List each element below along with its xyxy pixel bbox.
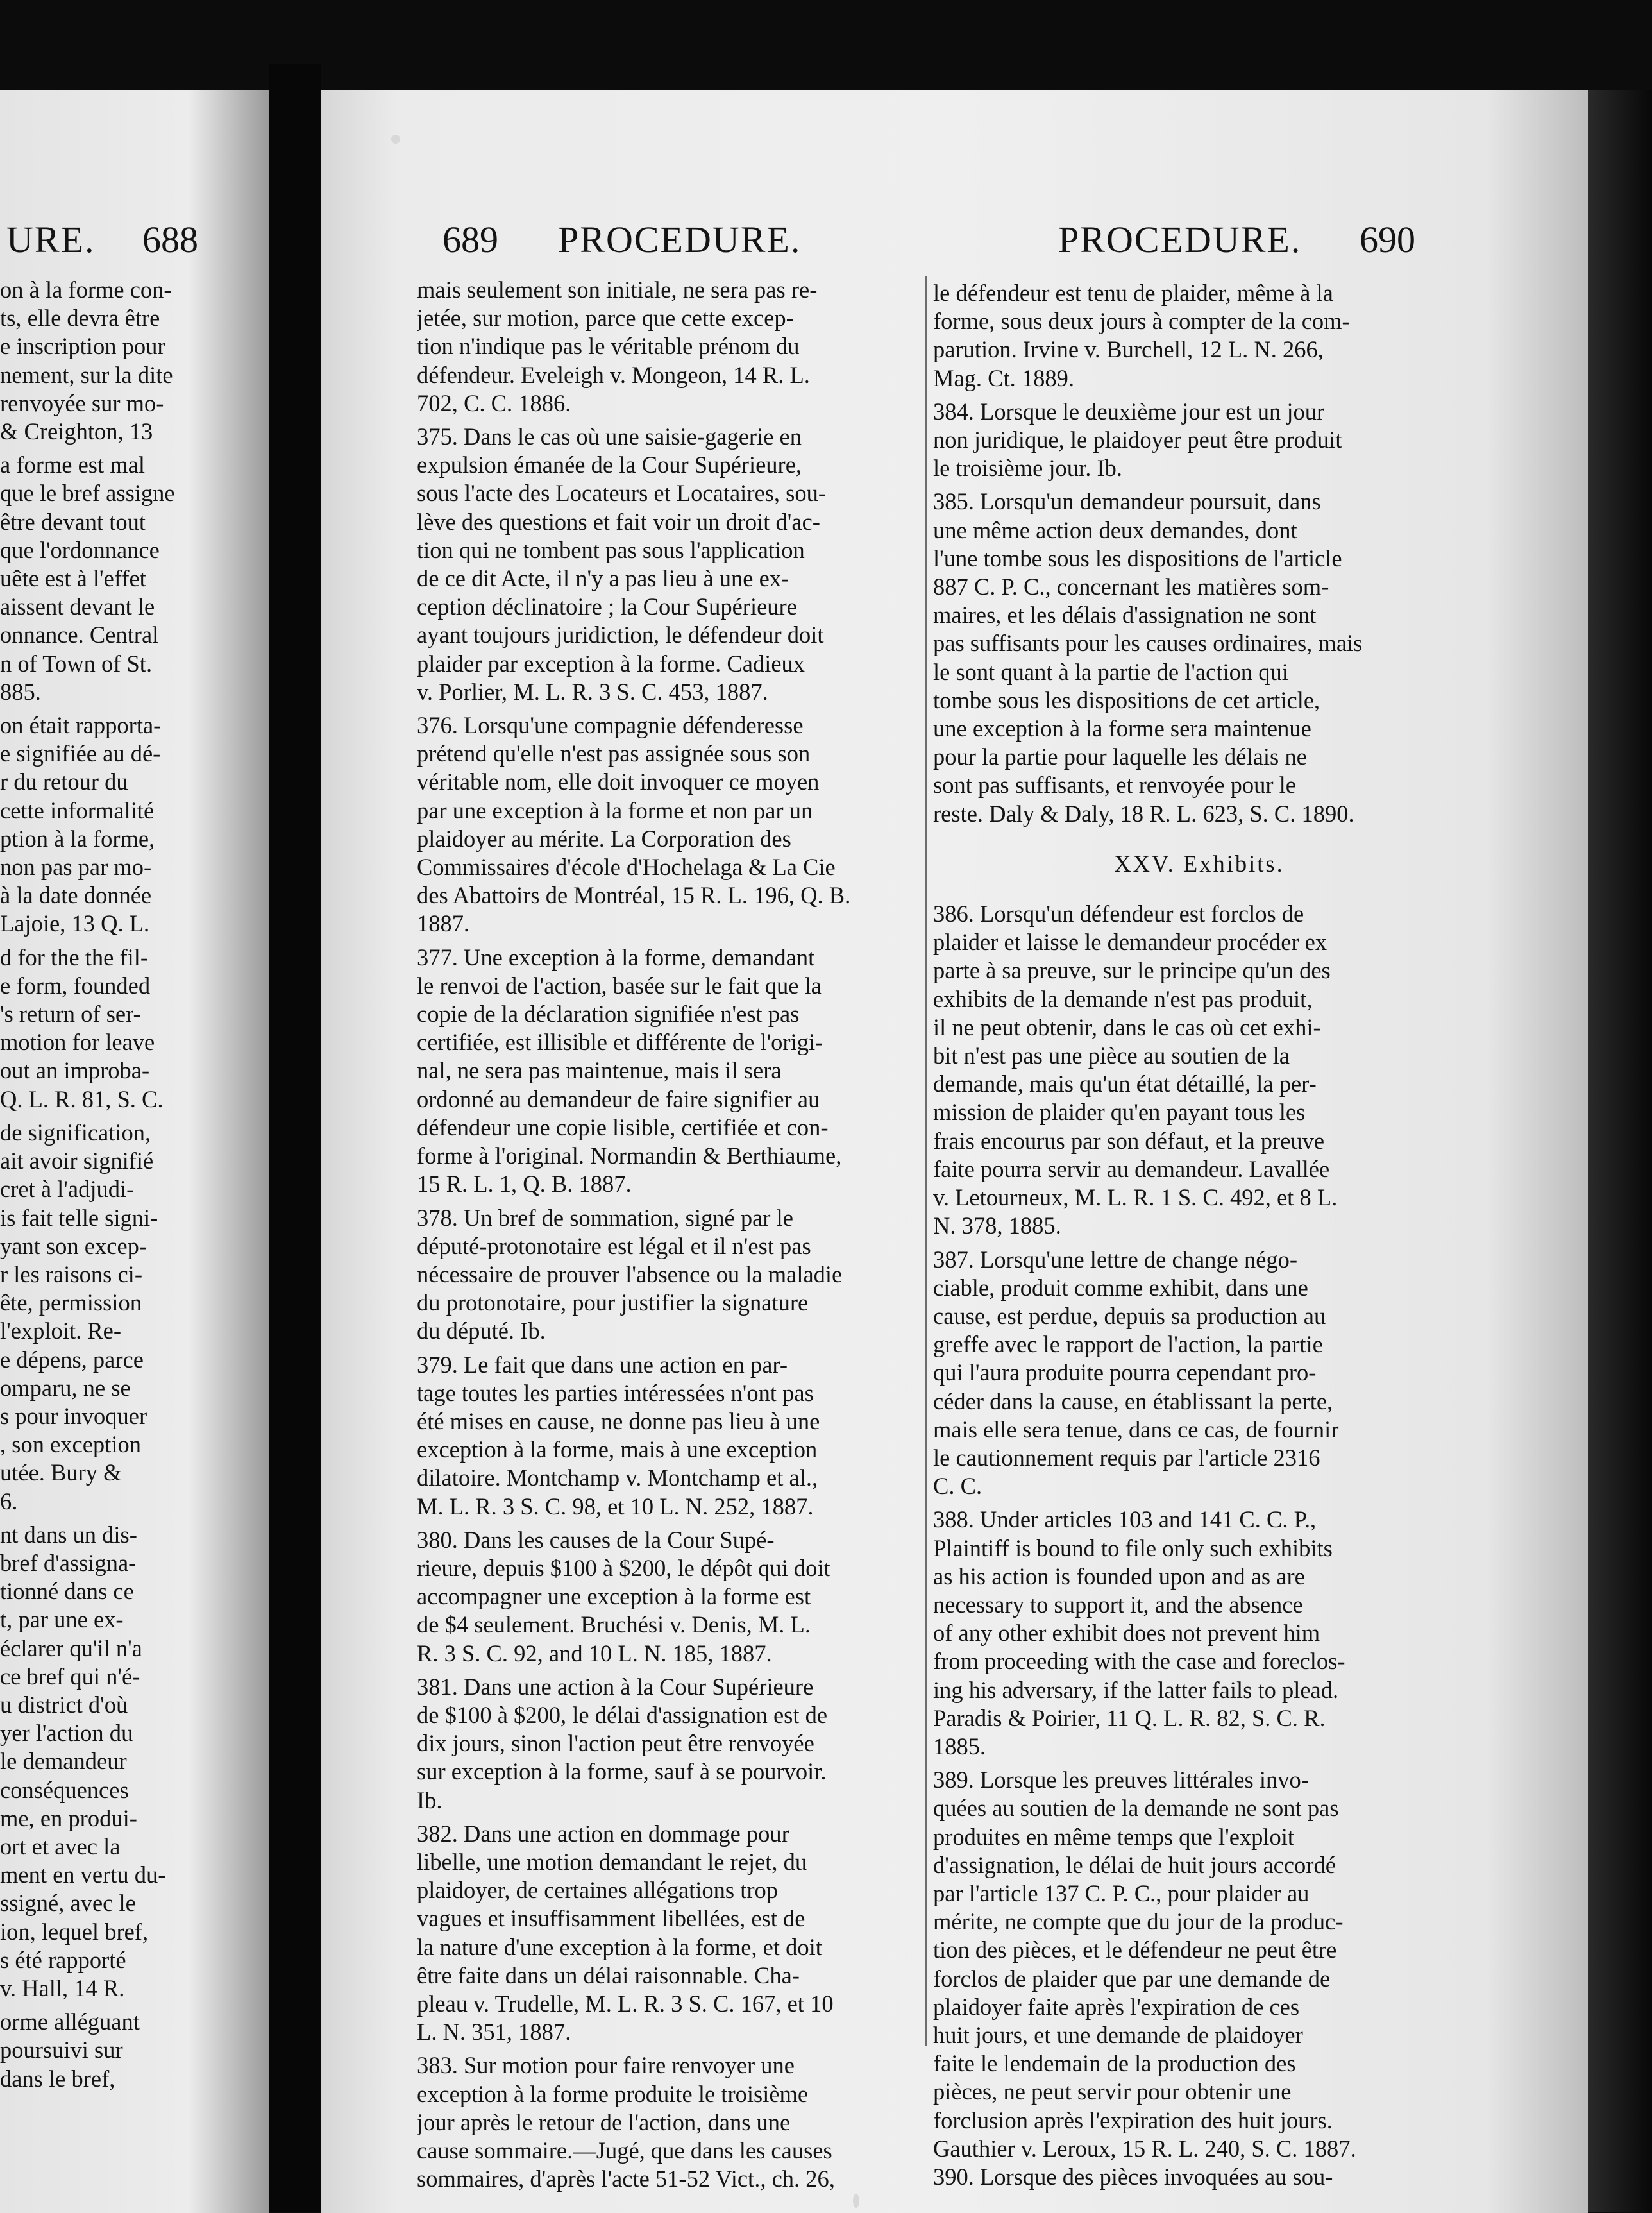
text-line: de ce dit Acte, il n'y a pas lieu à une ex-: [417, 565, 789, 592]
text-line: ion, lequel bref,: [0, 1918, 149, 1945]
text-line: s pour invoquer: [0, 1402, 148, 1429]
text-line: forclusion après l'expiration des huit jours.: [933, 2107, 1333, 2133]
text-line: sommaires, d'après l'acte 51-52 Vict., ch. 26,: [417, 2166, 835, 2192]
left-page: [0, 90, 269, 2213]
paragraph-gap: [0, 938, 247, 944]
text-line: 375. Dans le cas où une saisie-gagerie en: [417, 423, 802, 450]
text-line: cret à l'adjudi-: [0, 1176, 135, 1203]
text-line: nement, sur la dite: [0, 361, 173, 388]
text-line: t, par une ex-: [0, 1606, 124, 1633]
text-line: 385. Lorsqu'un demandeur poursuit, dans: [933, 488, 1321, 515]
text-line: 15 R. L. 1, Q. B. 1887.: [417, 1171, 632, 1198]
text-line: lève des questions et fait voir un droit d'ac-: [417, 508, 820, 535]
text-line: ce bref qui n'é-: [0, 1663, 140, 1690]
text-line: dilatoire. Montchamp v. Montchamp et al.,: [417, 1464, 818, 1491]
text-line: e signifiée au dé-: [0, 740, 161, 767]
text-line: aissent devant le: [0, 593, 155, 620]
text-line: mérite, ne compte que du jour de la produc-: [933, 1908, 1344, 1935]
text-line: être faite dans un délai raisonnable. Cha-: [417, 1962, 800, 1988]
text-line: défendeur. Eveleigh v. Mongeon, 14 R. L.: [417, 361, 810, 388]
text-line: bref d'assigna-: [0, 1549, 137, 1576]
text-line: 885.: [0, 678, 41, 705]
text-line: ment en vertu du-: [0, 1861, 166, 1888]
text-line: ort et avec la: [0, 1833, 121, 1860]
text-line: exception à la forme, mais à une exception: [417, 1436, 818, 1463]
text-line: député-protonotaire est légal et il n'est pas: [417, 1232, 811, 1259]
text-line: à la date donnée: [0, 882, 152, 909]
text-line: from proceeding with the case and foreclos-: [933, 1648, 1345, 1675]
text-line: ts, elle devra être: [0, 305, 160, 332]
text-line: poursuivi sur: [0, 2037, 123, 2064]
text-line: expulsion émanée de la Cour Supérieure,: [417, 452, 802, 479]
text-line: Lajoie, 13 Q. L.: [0, 910, 150, 937]
text-line: de signification,: [0, 1119, 151, 1146]
text-line: frais encourus par son défaut, et la preuve: [933, 1127, 1325, 1154]
text-line: 378. Un bref de sommation, signé par le: [417, 1204, 793, 1231]
text-line: certifiée, est illisible et différente de l'origi-: [417, 1029, 823, 1056]
text-line: des Abattoirs de Montréal, 15 R. L. 196, Q. B.: [417, 882, 851, 909]
running-header-left: PROCEDURE.: [558, 219, 802, 260]
text-line: pour la partie pour laquelle les délais ne: [933, 743, 1307, 770]
text-line: 386. Lorsqu'un défendeur est forclos de: [933, 901, 1304, 928]
text-line: r les raisons ci-: [0, 1260, 142, 1287]
text-line: Gauthier v. Leroux, 15 R. L. 240, S. C. 1887.: [933, 2135, 1356, 2162]
text-line: on à la forme con-: [0, 276, 172, 303]
paragraph-gap: [0, 446, 247, 451]
paragraph-gap: [417, 1668, 923, 1673]
text-line: n of Town of St.: [0, 650, 153, 677]
scan-speck: [391, 135, 400, 144]
text-line: vagues et insuffisamment libellées, est de: [417, 1905, 805, 1932]
text-line: cette informalité: [0, 797, 155, 824]
text-line: faite le lendemain de la production des: [933, 2050, 1296, 2077]
text-line: ête, permission: [0, 1289, 142, 1316]
text-line: jetée, sur motion, parce que cette excep-: [417, 305, 794, 332]
paragraph-gap: [417, 1521, 923, 1526]
text-line: exhibits de la demande n'est pas produit,: [933, 985, 1313, 1012]
text-line: que le bref assigne: [0, 480, 175, 507]
text-line: par l'article 137 C. P. C., pour plaider au: [933, 1879, 1310, 1906]
text-line: non pas par mo-: [0, 854, 152, 881]
text-line: 1885.: [933, 1733, 986, 1759]
text-line: le renvoi de l'action, basée sur le fait que la: [417, 972, 822, 999]
text-line: ciable, produit comme exhibit, dans une: [933, 1274, 1308, 1301]
text-line: pas suffisants pour les causes ordinaires, mais: [933, 630, 1363, 657]
text-line: R. 3 S. C. 92, and 10 L. N. 185, 1887.: [417, 1640, 772, 1666]
text-line: 390. Lorsque des pièces invoquées au sou-: [933, 2164, 1333, 2190]
text-line: forme à l'original. Normandin & Berthiaume,: [417, 1142, 842, 1169]
paragraph-gap: [933, 482, 1465, 488]
text-line: l'une tombe sous les dispositions de l'article: [933, 545, 1342, 572]
text-line: e dépens, parce: [0, 1346, 144, 1373]
text-line: & Creighton, 13: [0, 418, 153, 445]
text-line: du protonotaire, pour justifier la signature: [417, 1289, 809, 1316]
text-line: 377. Une exception à la forme, demandant: [417, 944, 815, 971]
text-line: de $100 à $200, le délai d'assignation est de: [417, 1701, 828, 1728]
text-line: orme alléguant: [0, 2008, 140, 2035]
left-page-text-column: [0, 276, 247, 2093]
text-line: mais seulement son initiale, ne sera pas re-: [417, 276, 818, 303]
text-line: rieure, depuis $100 à $200, le dépôt qui doit: [417, 1554, 830, 1581]
text-line: Plaintiff is bound to file only such exhibits: [933, 1534, 1333, 1561]
text-line: exception à la forme produite le troisième: [417, 2080, 809, 2107]
text-line: omparu, ne se: [0, 1374, 131, 1401]
text-line: ordonné au demandeur de faire signifier au: [417, 1085, 820, 1112]
text-line: que l'ordonnance: [0, 536, 160, 563]
text-line: forclos de plaider que par une demande de: [933, 1965, 1331, 1992]
text-line: v. Letourneux, M. L. R. 1 S. C. 492, et 8 L.: [933, 1184, 1338, 1211]
text-line: demande, mais qu'un état détaillé, la per-: [933, 1071, 1317, 1098]
text-line: une exception à la forme sera maintenue: [933, 715, 1311, 742]
text-line: le défendeur est tenu de plaider, même à la: [933, 280, 1333, 306]
text-line: prétend qu'elle n'est pas assignée sous son: [417, 740, 811, 767]
text-line: plaidoyer faite après l'expiration de ces: [933, 1993, 1300, 2020]
text-line: N. 378, 1885.: [933, 1212, 1061, 1239]
text-line: 381. Dans une action à la Cour Supérieure: [417, 1673, 814, 1700]
text-line: tion n'indique pas le véritable prénom du: [417, 333, 800, 360]
text-line: M. L. R. 3 S. C. 98, et 10 L. N. 252, 1887.: [417, 1493, 814, 1520]
text-line: 389. Lorsque les preuves littérales invo-: [933, 1767, 1309, 1793]
text-line: tion des pièces, et le défendeur ne peut être: [933, 1937, 1337, 1963]
text-line: éclarer qu'il n'a: [0, 1634, 142, 1661]
left-page-number: 688: [142, 219, 198, 260]
text-line: motion for leave: [0, 1029, 155, 1056]
paragraph-gap: [933, 1241, 1465, 1246]
text-line: dix jours, sinon l'action peut être renvoyée: [417, 1730, 814, 1757]
text-line: véritable nom, elle doit invoquer ce moyen: [417, 768, 820, 795]
text-line: Commissaires d'école d'Hochelaga & La Cie: [417, 854, 836, 881]
text-line: tage toutes les parties intéressées n'ont pas: [417, 1379, 814, 1406]
text-line: Ib.: [417, 1786, 442, 1813]
text-line: 384. Lorsque le deuxième jour est un jour: [933, 398, 1325, 425]
text-line: produites en même temps que l'exploit: [933, 1823, 1295, 1850]
paragraph-gap: [933, 895, 1465, 900]
text-line: forme, sous deux jours à compter de la com-: [933, 308, 1350, 335]
text-line: onnance. Central: [0, 622, 159, 649]
text-line: mais elle sera tenue, dans ce cas, de fournir: [933, 1416, 1339, 1443]
text-line: le demandeur: [0, 1748, 127, 1775]
text-line: 376. Lorsqu'une compagnie défenderesse: [417, 712, 804, 739]
text-line: renvoyée sur mo-: [0, 389, 164, 416]
text-line: of any other exhibit does not prevent him: [933, 1620, 1320, 1647]
text-line: bit n'est pas une pièce au soutien de la: [933, 1042, 1290, 1069]
text-line: 's return of ser-: [0, 1001, 141, 1028]
text-line: faite pourra servir au demandeur. Lavallée: [933, 1155, 1330, 1182]
text-line: utée. Bury &: [0, 1459, 122, 1486]
text-line: le cautionnement requis par l'article 2316: [933, 1444, 1320, 1471]
text-line: v. Porlier, M. L. R. 3 S. C. 453, 1887.: [417, 678, 768, 705]
paragraph-gap: [0, 1516, 247, 1521]
text-line: jour après le retour de l'action, dans une: [417, 2108, 791, 2135]
text-line: r du retour du: [0, 768, 128, 795]
text-line: 702, C. C. 1886.: [417, 389, 571, 416]
paragraph-gap: [933, 828, 1465, 833]
text-line: d for the the fil-: [0, 944, 149, 971]
text-line: parte à sa preuve, sur le principe qu'un des: [933, 957, 1331, 984]
book-edge-shadow: [1588, 90, 1652, 2212]
text-line: nt dans un dis-: [0, 1521, 137, 1548]
text-line: a forme est mal: [0, 452, 146, 479]
text-line: on était rapporta-: [0, 712, 162, 739]
text-line: tionné dans ce: [0, 1578, 134, 1605]
text-line: céder dans la cause, en établissant la perte,: [933, 1387, 1333, 1414]
text-line: été mises en cause, ne donne pas lieu à une: [417, 1407, 820, 1434]
text-line: ayant toujours juridiction, le défendeur doit: [417, 622, 824, 649]
left-page-header: URE.: [6, 219, 96, 260]
text-line: Paradis & Poirier, 11 Q. L. R. 82, S. C. R.: [933, 1704, 1326, 1731]
text-line: libelle, une motion demandant le rejet, du: [417, 1848, 807, 1875]
text-line: me, en produi-: [0, 1804, 137, 1831]
page-number-left: 689: [442, 219, 498, 260]
text-line: 387. Lorsqu'une lettre de change négo-: [933, 1246, 1298, 1273]
text-line: huit jours, et une demande de plaidoyer: [933, 2021, 1303, 2048]
text-line: 382. Dans une action en dommage pour: [417, 1820, 789, 1847]
section-heading: XXV. Exhibits.: [1114, 850, 1285, 877]
book-gutter: [269, 64, 321, 2212]
text-line: de $4 seulement. Bruchési v. Denis, M. L.: [417, 1611, 811, 1638]
text-line: accompagner une exception à la forme est: [417, 1583, 811, 1610]
paragraph-gap: [0, 2003, 247, 2008]
text-line: une même action deux demandes, dont: [933, 516, 1297, 543]
paragraph-gap: [417, 1346, 923, 1351]
text-line: plaider et laisse le demandeur procéder ex: [933, 929, 1328, 956]
scan-speck: [853, 2194, 859, 2208]
paragraph-gap: [417, 418, 923, 423]
text-line: 887 C. P. C., concernant les matières som-: [933, 573, 1329, 600]
text-line: e inscription pour: [0, 333, 165, 360]
paragraph-gap: [417, 2046, 923, 2051]
text-line: L. N. 351, 1887.: [417, 2019, 571, 2046]
text-line: d'assignation, le délai de huit jours accordé: [933, 1851, 1336, 1878]
text-line: 1887.: [417, 910, 470, 937]
text-line: 6.: [0, 1488, 18, 1514]
text-line: conséquences: [0, 1776, 129, 1803]
text-line: Q. L. R. 81, S. C.: [0, 1085, 164, 1112]
text-line: ception déclinatoire ; la Cour Supérieure: [417, 593, 797, 620]
text-line: cause, est perdue, depuis sa production au: [933, 1302, 1326, 1329]
text-line: reste. Daly & Daly, 18 R. L. 623, S. C. 1890.: [933, 800, 1354, 827]
text-line: 383. Sur motion pour faire renvoyer une: [417, 2052, 795, 2079]
column-divider: [925, 276, 927, 2046]
text-line: par une exception à la forme et non par un: [417, 797, 813, 824]
text-line: yer l'action du: [0, 1720, 133, 1747]
text-line: du député. Ib.: [417, 1318, 546, 1344]
paragraph-gap: [0, 706, 247, 711]
text-line: défendeur une copie lisible, certifiée et con-: [417, 1114, 829, 1140]
paragraph-gap: [933, 1500, 1465, 1505]
text-line: dans le bref,: [0, 2065, 115, 2092]
text-line: v. Hall, 14 R.: [0, 1974, 125, 2001]
text-line: C. C.: [933, 1473, 982, 1500]
paragraph-gap: [0, 1114, 247, 1119]
text-line: e form, founded: [0, 972, 151, 999]
text-line: nal, ne sera pas maintenue, mais il sera: [417, 1057, 782, 1084]
paragraph-gap: [417, 706, 923, 711]
running-header-right: PROCEDURE.: [1058, 219, 1302, 260]
text-line: qui l'aura produite pourra cependant pro-: [933, 1359, 1317, 1386]
text-line: ption à la forme,: [0, 825, 155, 852]
page-number-right: 690: [1360, 219, 1415, 260]
paragraph-gap: [417, 938, 923, 944]
text-line: l'exploit. Re-: [0, 1318, 122, 1344]
text-line: pleau v. Trudelle, M. L. R. 3 S. C. 167, et 10: [417, 1990, 834, 2017]
text-line: quées au soutien de la demande ne sont pas: [933, 1795, 1339, 1822]
text-line: nécessaire de prouver l'absence ou la maladie: [417, 1260, 843, 1287]
paragraph-gap: [417, 1199, 923, 1204]
text-line: être devant tout: [0, 508, 146, 535]
text-line: greffe avec le rapport de l'action, la partie: [933, 1331, 1323, 1358]
paragraph-gap: [933, 1761, 1465, 1766]
text-line: 388. Under articles 103 and 141 C. C. P.,: [933, 1506, 1317, 1533]
text-line: ssigné, avec le: [0, 1890, 136, 1917]
text-line: tion qui ne tombent pas sous l'application: [417, 536, 805, 563]
text-line: il ne peut obtenir, dans le cas où cet exhi-: [933, 1013, 1321, 1040]
text-line: sous l'acte des Locateurs et Locataires, sou-: [417, 480, 826, 507]
text-line: sont pas suffisants, et renvoyée pour le: [933, 772, 1296, 799]
text-line: copie de la déclaration signifiée n'est pas: [417, 1001, 800, 1028]
text-line: pièces, ne peut servir pour obtenir une: [933, 2078, 1292, 2105]
text-line: tombe sous les dispositions de cet article,: [933, 686, 1320, 713]
text-line: is fait telle signi-: [0, 1204, 158, 1231]
text-line: la nature d'une exception à la forme, et doit: [417, 1933, 822, 1960]
paragraph-gap: [417, 1815, 923, 1820]
text-line: ait avoir signifié: [0, 1148, 154, 1174]
right-page: [321, 90, 1588, 2213]
text-line: 379. Le fait que dans une action en par-: [417, 1351, 788, 1378]
text-line: sur exception à la forme, sauf à se pourvoir.: [417, 1758, 827, 1785]
text-line: out an improba-: [0, 1057, 150, 1084]
text-line: uête est à l'effet: [0, 565, 146, 592]
text-line: parution. Irvine v. Burchell, 12 L. N. 266,: [933, 336, 1324, 363]
text-line: ing his adversary, if the latter fails to plead.: [933, 1676, 1339, 1703]
text-line: Mag. Ct. 1889.: [933, 364, 1075, 391]
text-line: le troisième jour. Ib.: [933, 455, 1122, 482]
text-column-left: [417, 276, 923, 2193]
text-line: mission de plaider qu'en payant tous les: [933, 1099, 1306, 1126]
text-line: non juridique, le plaidoyer peut être produit: [933, 427, 1342, 454]
text-column-right: [933, 279, 1465, 2191]
text-line: plaidoyer, de certaines allégations trop: [417, 1877, 779, 1904]
text-line: le sont quant à la partie de l'action qui: [933, 658, 1288, 685]
paragraph-gap: [933, 393, 1465, 398]
text-line: plaidoyer au mérite. La Corporation des: [417, 825, 791, 852]
text-line: as his action is founded upon and as are: [933, 1563, 1305, 1590]
text-line: u district d'où: [0, 1691, 128, 1718]
text-line: , son exception: [0, 1431, 141, 1458]
text-line: s été rapporté: [0, 1946, 126, 1973]
text-line: 380. Dans les causes de la Cour Supé-: [417, 1526, 775, 1553]
text-line: cause sommaire.—Jugé, que dans les causes: [417, 2137, 832, 2164]
text-line: necessary to support it, and the absence: [933, 1591, 1303, 1618]
text-line: plaider par exception à la forme. Cadieux: [417, 650, 805, 677]
text-line: maires, et les délais d'assignation ne sont: [933, 602, 1317, 629]
text-line: yant son excep-: [0, 1232, 148, 1259]
